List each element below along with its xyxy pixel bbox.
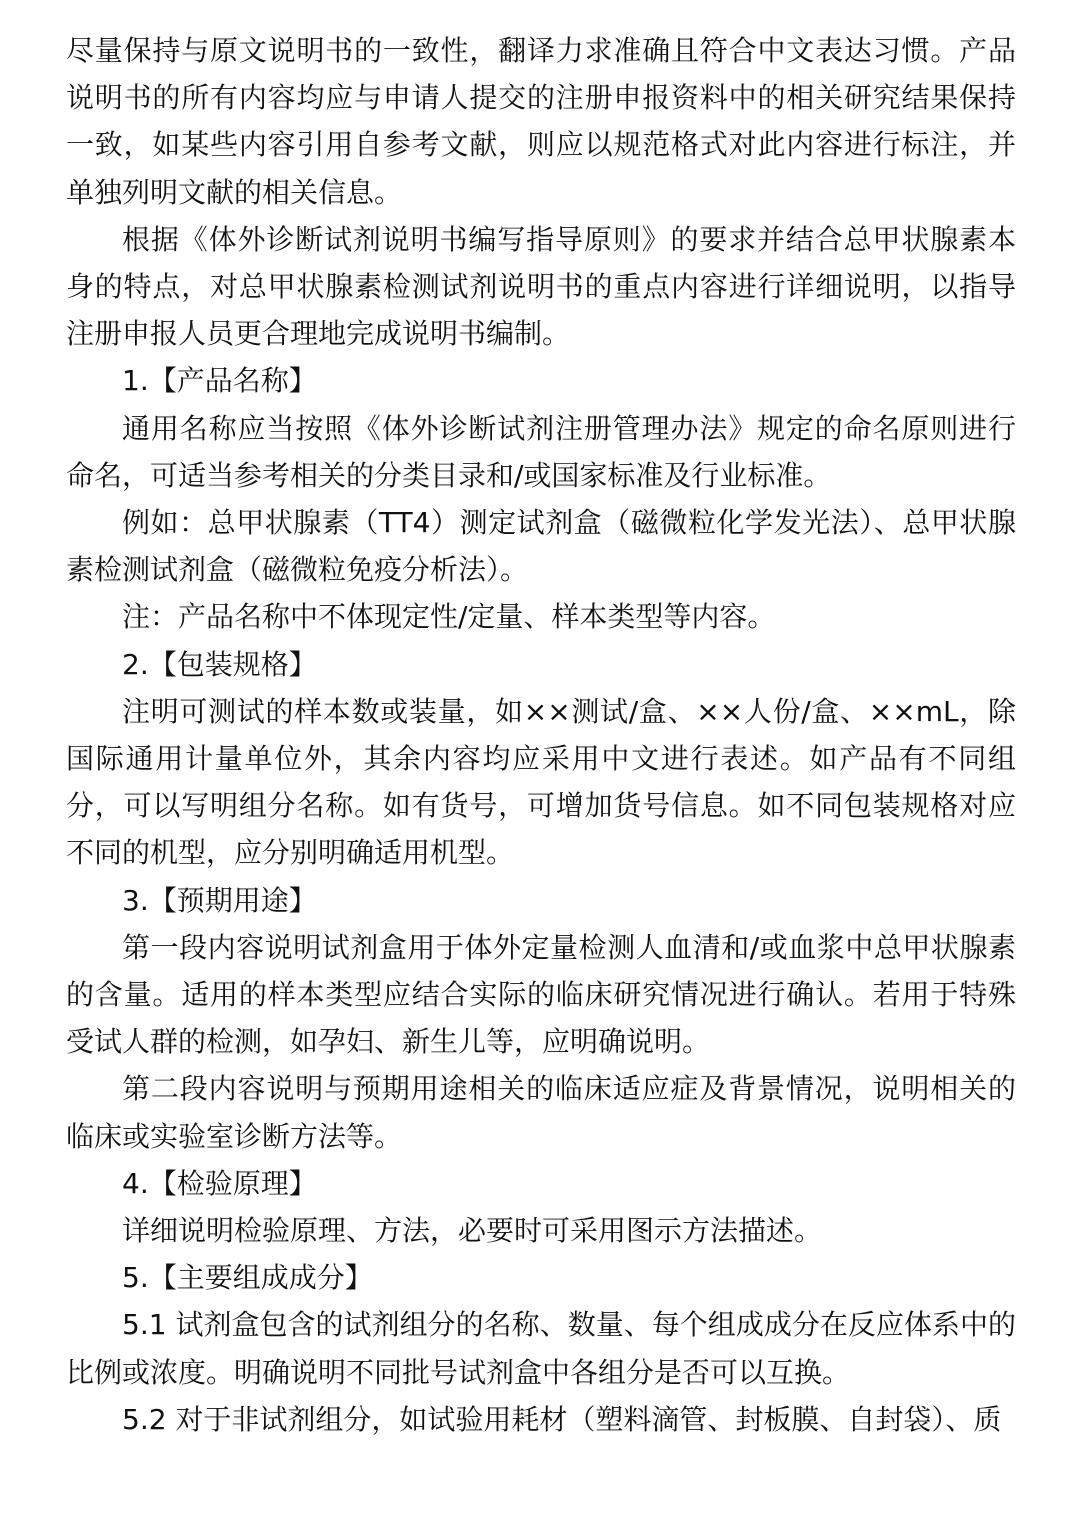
section-heading-test-principle: 4.【检验原理】 [122,1166,317,1200]
paragraph-intended-use-2: 第二段内容说明与预期用途相关的临床适应症及背景情况，说明相关的临床或实验室诊断方法等。 [66,1072,1016,1153]
section-heading-packaging: 2.【包装规格】 [122,647,317,681]
section-heading-product-name: 1.【产品名称】 [122,364,317,398]
paragraph-intended-use-1: 第一段内容说明试剂盒用于体外定量检测人血清和/或血浆中总甲状腺素的含量。适用的样本类型应结合实际的临床研究情况进行确认。若用于特殊受试人群的检测，如孕妇、新生儿等，应明确说明。 [66,930,1016,1059]
paragraph-packaging: 注明可测试的样本数或装量，如××测试/盒、××人份/盒、××mL，除国际通用计量单位外，其余内容均应采用中文进行表述。如产品有不同组分，可以写明组分名称。如有货号，可增加货号信息。如不同包装规格对应不同的机型，应分别明确适用机型。 [66,694,1016,870]
paragraph-product-name: 通用名称应当按照《体外诊断试剂注册管理办法》规定的命名原则进行命名，可适当参考相关的分类目录和/或国家标准及行业标准。 [66,411,1016,492]
document-body [66,27,1016,1443]
paragraph-test-principle: 详细说明检验原理、方法，必要时可采用图示方法描述。 [122,1214,823,1248]
paragraph-components-5-1: 5.1 试剂盒包含的试剂组分的名称、数量、每个组成成分在反应体系中的比例或浓度。明确说明不同批号试剂盒中各组分是否可以互换。 [66,1308,1016,1389]
section-heading-intended-use: 3.【预期用途】 [122,883,317,917]
paragraph-components-5-2: 5.2 对于非试剂组分，如试验用耗材（塑料滴管、封板膜、自封袋）、质 [122,1402,1002,1436]
paragraph-basis: 根据《体外诊断试剂说明书编写指导原则》的要求并结合总甲状腺素本身的特点，对总甲状腺素检测试剂说明书的重点内容进行详细说明，以指导注册申报人员更合理地完成说明书编制。 [66,222,1016,351]
paragraph-product-name-note: 注：产品名称中不体现定性/定量、样本类型等内容。 [122,600,776,634]
paragraph-intro: 尽量保持与原文说明书的一致性，翻译力求准确且符合中文表达习惯。产品说明书的所有内容均应与申请人提交的注册申报资料中的相关研究结果保持一致，如某些内容引用自参考文献，则应以规范格式对此内容进行标注，并单独列明文献的相关信息。 [66,34,1016,209]
section-heading-main-components: 5.【主要组成成分】 [122,1261,373,1295]
paragraph-product-name-example: 例如：总甲状腺素（TT4）测定试剂盒（磁微粒化学发光法）、总甲状腺素检测试剂盒（磁微粒免疫分析法）。 [66,506,1016,587]
